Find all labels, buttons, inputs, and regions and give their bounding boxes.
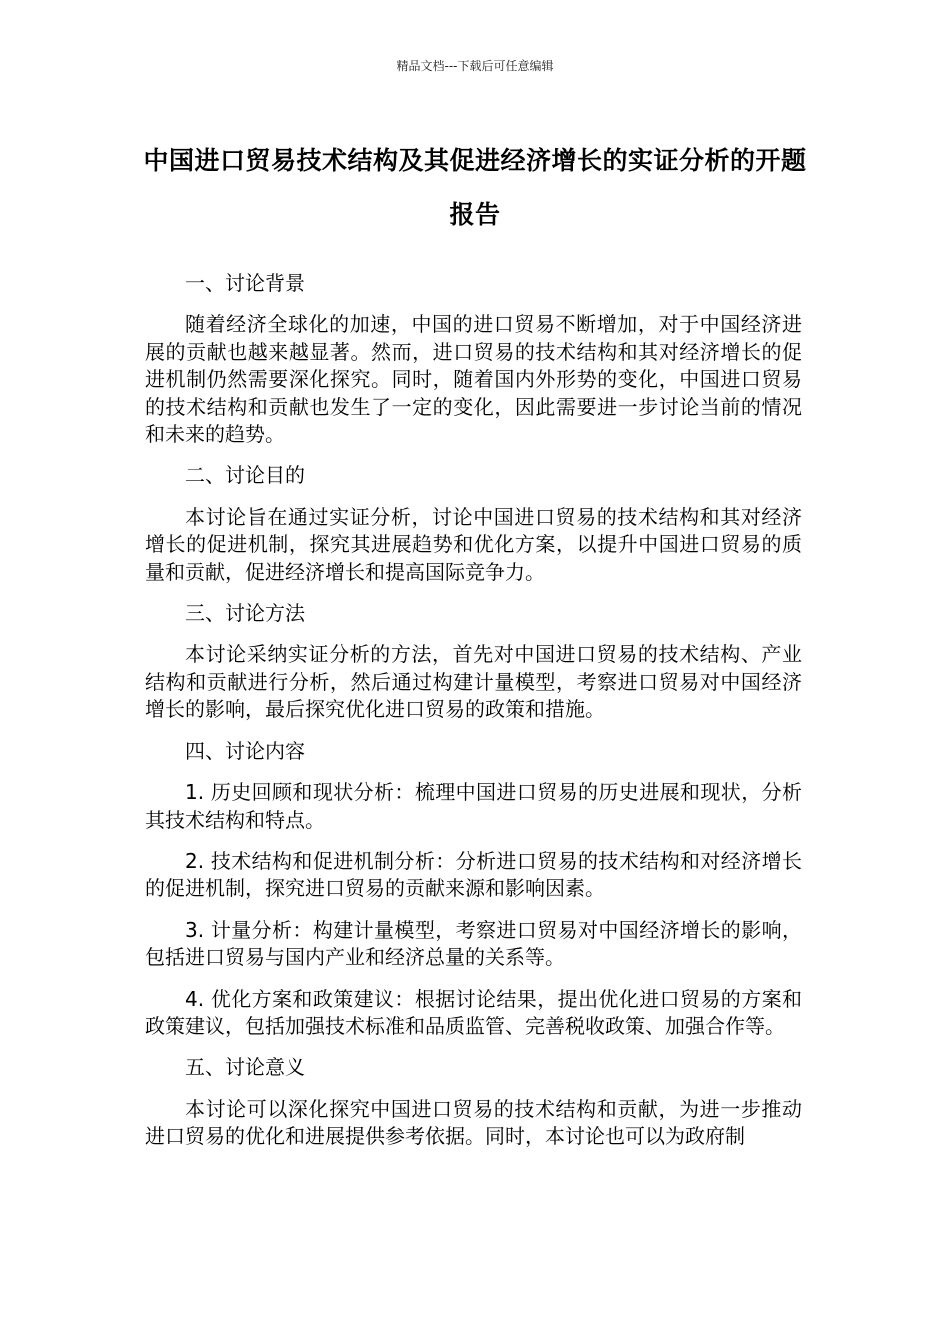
list-item-econometric: 3. 计量分析：构建计量模型，考察进口贸易对中国经济增长的影响，包括进口贸易与国内产业和经济总量的关系等。 [145,917,802,970]
paragraph-significance: 本讨论可以深化探究中国进口贸易的技术结构和贡献，为进一步推动进口贸易的优化和进展提供参考依据。同时，本讨论也可以为政府制 [145,1096,802,1149]
section-heading-significance: 五、讨论意义 [185,1055,305,1080]
list-item-mechanism: 2. 技术结构和促进机制分析：分析进口贸易的技术结构和对经济增长的促进机制，探究进口贸易的贡献来源和影响因素。 [145,848,802,901]
section-heading-method: 三、讨论方法 [185,601,305,626]
document-title: 中国进口贸易技术结构及其促进经济增长的实证分析的开题报告 [143,146,807,229]
paragraph-purpose: 本讨论旨在通过实证分析，讨论中国进口贸易的技术结构和其对经济增长的促进机制，探究其进展趋势和优化方案，以提升中国进口贸易的质量和贡献，促进经济增长和提高国际竞争力。 [145,504,802,584]
section-heading-purpose: 二、讨论目的 [185,463,305,488]
list-item-policy: 4. 优化方案和政策建议：根据讨论结果，提出优化进口贸易的方案和政策建议，包括加强技术标准和品质监管、完善税收政策、加强合作等。 [145,986,802,1038]
paragraph-background: 随着经济全球化的加速，中国的进口贸易不断增加，对于中国经济进展的贡献也越来越显著。然而，进口贸易的技术结构和其对经济增长的促进机制仍然需要深化探究。同时，随着国内外形势的变化，中国进口贸易的技术结构和贡献也发生了一定的变化，因此需要进一步讨论当前的情况和未来的趋势。 [145,312,802,447]
paragraph-method: 本讨论采纳实证分析的方法，首先对中国进口贸易的技术结构、产业结构和贡献进行分析，然后通过构建计量模型，考察进口贸易对中国经济增长的影响，最后探究优化进口贸易的政策和措施。 [145,642,802,722]
document-body [145,270,802,1165]
header-note: 精品文档---下载后可任意编辑 [396,59,554,73]
list-item-history: 1. 历史回顾和现状分析：梳理中国进口贸易的历史进展和现状，分析其技术结构和特点。 [145,780,802,832]
section-heading-background: 一、讨论背景 [185,271,305,295]
section-heading-content: 四、讨论内容 [185,738,305,763]
